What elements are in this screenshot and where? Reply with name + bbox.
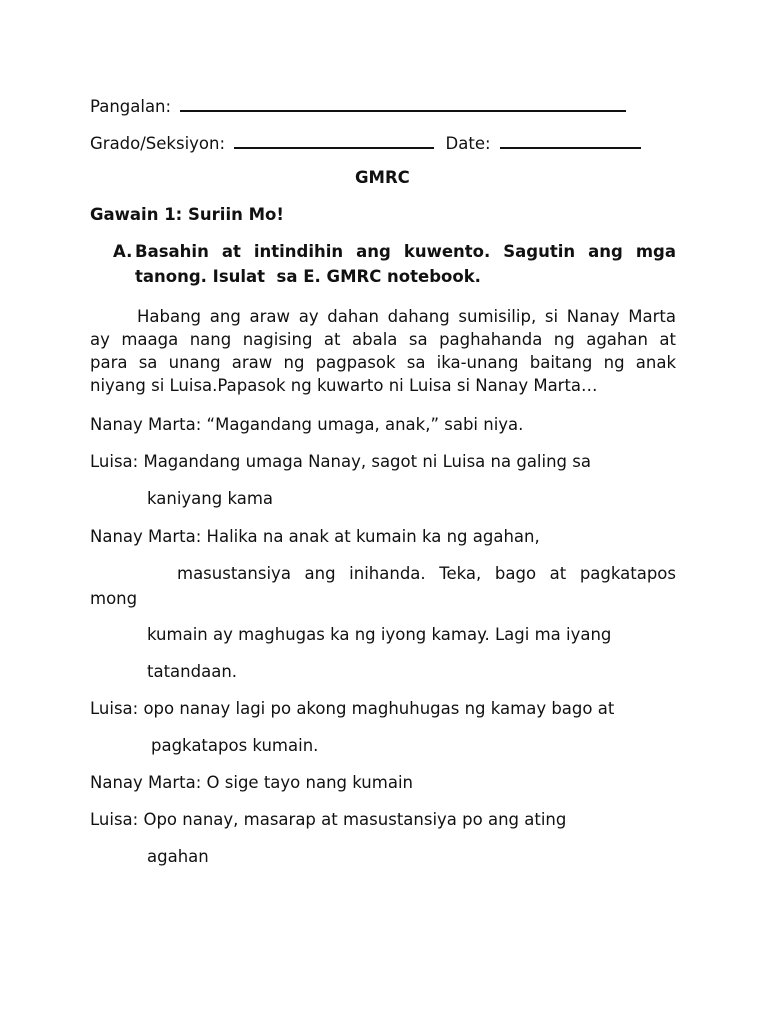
dialogue-line: mong [90,589,138,608]
grade-blank-line [234,129,434,149]
instruction-line-2: tanong. Isulat sa E. GMRC notebook. [135,267,481,286]
intro-line: Habang ang araw ay dahan dahang sumisilip, si Nanay Marta [137,307,676,326]
name-blank-line [180,92,626,112]
instruction-text [135,240,676,289]
dialogue-line: kumain ay maghugas ka ng iyong kamay. Lagi ma iyang [147,625,612,644]
dialogue-line: masustansiya ang inihanda. Teka, bago at pagkatapos [177,564,676,583]
grade-label: Grado/Seksiyon: [90,134,226,153]
dialogue-line: Nanay Marta: Halika na anak at kumain ka ng agahan, [90,527,540,546]
dialogue-line: Luisa: opo nanay lagi po akong maghuhugas ng kamay bago at [90,699,615,718]
name-row [90,92,626,119]
activity-title: Gawain 1: Suriin Mo! [90,205,284,224]
dialogue-line: Luisa: Opo nanay, masarap at masustansiya po ang ating [90,810,567,829]
dialogue-line: Nanay Marta: O sige tayo nang kumain [90,773,413,792]
name-label: Pangalan: [90,97,172,116]
intro-line: ay maaga nang nagising at abala sa paghahanda ng agahan at [90,330,676,349]
intro-line: para sa unang araw ng pagpasok sa ika-unang baitang ng anak [90,353,676,372]
instruction-line-1: Basahin at intindihin ang kuwento. Sagutin ang mga [135,242,676,261]
grade-date-row [90,129,641,156]
dialogue-line: tatandaan. [147,662,238,681]
date-blank-line [500,129,641,149]
dialogue-line: kaniyang kama [147,489,274,508]
instruction-marker: A. [113,242,133,261]
dialogue-line: Nanay Marta: “Magandang umaga, anak,” sabi niya. [90,415,524,434]
story-intro-paragraph [90,305,676,397]
date-label: Date: [445,134,491,153]
dialogue-line: agahan [147,847,209,866]
subject-heading: GMRC [355,168,410,187]
dialogue-line: Luisa: Magandang umaga Nanay, sagot ni Luisa na galing sa [90,452,591,471]
dialogue-line: pagkatapos kumain. [151,736,319,755]
intro-line: niyang si Luisa.Papasok ng kuwarto ni Luisa si Nanay Marta… [90,376,598,395]
